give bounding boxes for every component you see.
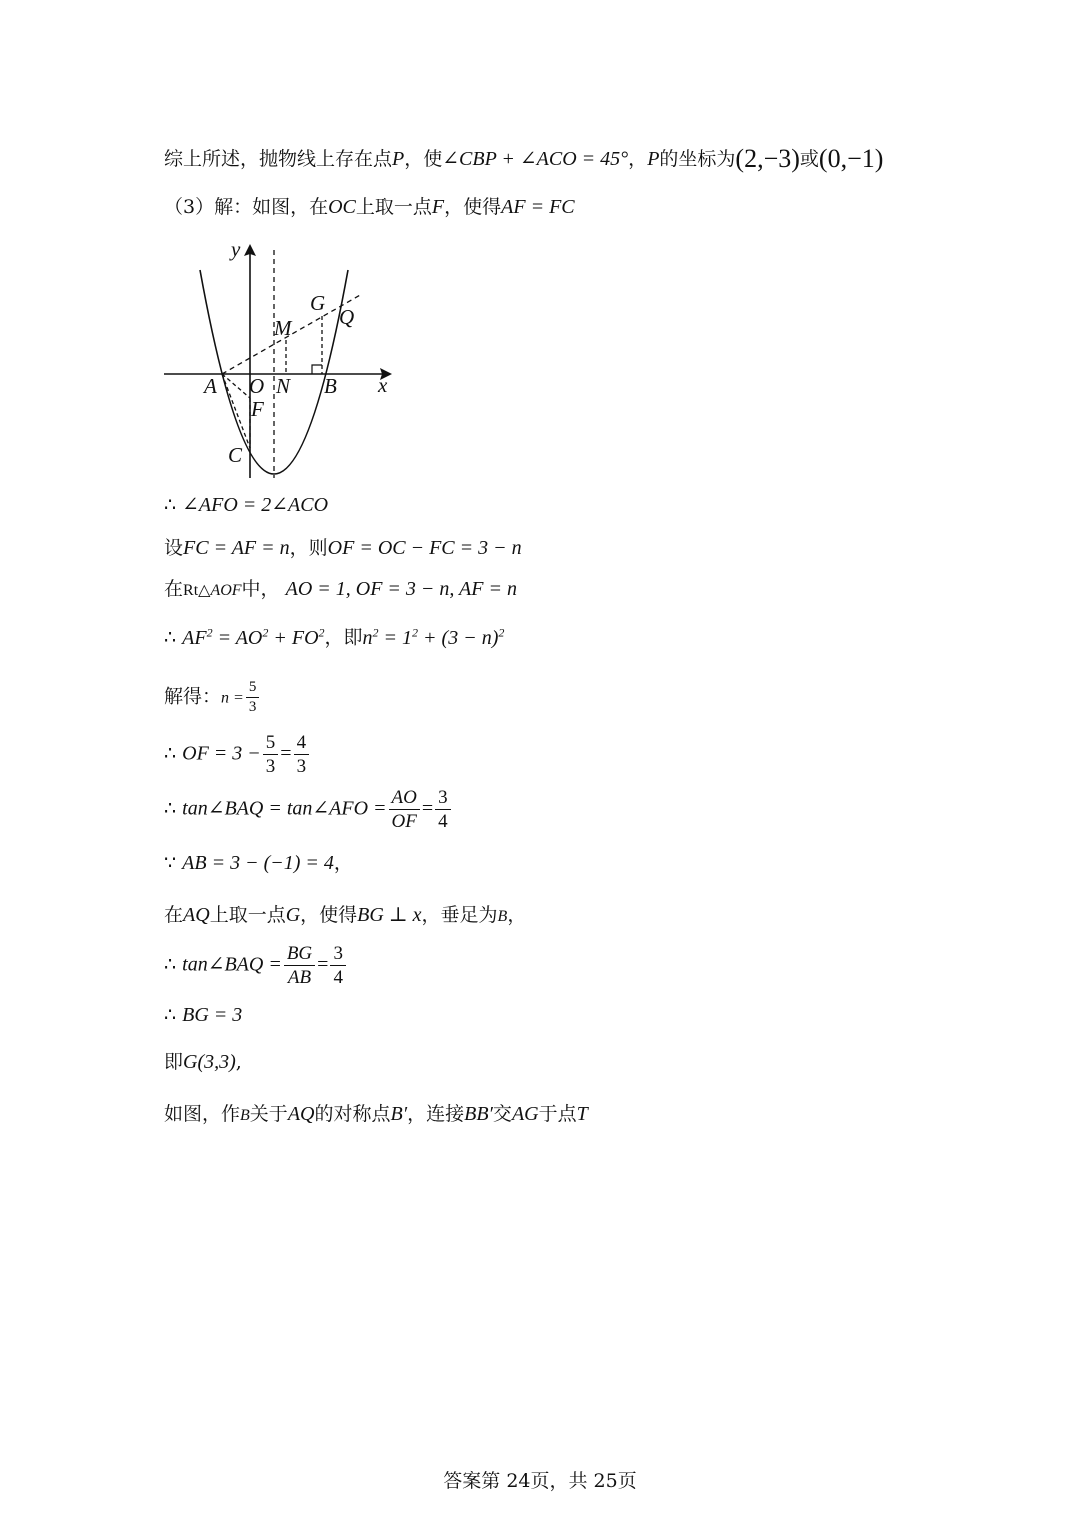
text-line-6	[164, 626, 504, 648]
text-segment: ,	[235, 1051, 242, 1073]
math-segment: G	[285, 904, 301, 926]
text-segment: ，使	[404, 148, 443, 170]
page-footer: 答案第 24页，共 25页	[443, 1470, 637, 1492]
math-segment: n =	[221, 689, 244, 707]
math-segment: =	[280, 742, 292, 765]
math-segment: AQ	[287, 1103, 315, 1125]
text-line-4	[164, 538, 522, 558]
text-line-14	[164, 1052, 242, 1072]
math-segment: B′	[390, 1103, 408, 1125]
label-m: M	[274, 316, 292, 340]
math-segment: BG = 3	[182, 1004, 243, 1026]
therefore-symbol: ∴	[164, 626, 177, 649]
math-segment: T	[576, 1103, 588, 1125]
text-segment: 如图，作	[164, 1103, 241, 1125]
text-segment: ，即	[324, 626, 363, 649]
label-n: N	[276, 374, 291, 398]
text-segment: 解得：	[164, 685, 222, 708]
text-segment: ，	[507, 904, 527, 926]
math-segment: ∠AFO = 2∠ACO	[182, 494, 329, 516]
text-line-9	[164, 788, 453, 831]
text-segment: 上取一点	[209, 904, 286, 926]
text-segment: 在	[164, 904, 184, 926]
text-segment: 上取一点	[355, 196, 432, 218]
text-segment: 的坐标为	[659, 148, 736, 170]
text-line-11	[164, 905, 526, 925]
fraction: $\frac{4}{3}$	[294, 733, 310, 776]
text-line-7	[164, 680, 261, 715]
text-line-10	[164, 853, 353, 873]
segment-ac	[222, 374, 250, 448]
therefore-symbol: ∴	[164, 1004, 177, 1026]
fraction: $\frac{5}{3}$	[246, 680, 260, 715]
text-segment: （3）解：如图，在	[164, 196, 329, 218]
math-segment: Rt	[183, 582, 199, 599]
text-segment: 的对称点	[314, 1103, 391, 1125]
math-segment: OF = 3 −	[182, 742, 261, 765]
math-segment: OC	[328, 196, 356, 218]
text-segment: 或	[799, 148, 819, 170]
text-segment: 中，	[241, 578, 280, 600]
math-segment: BG ⊥ x	[357, 904, 422, 926]
text-line-5	[164, 579, 517, 599]
therefore-symbol: ∴	[164, 797, 177, 820]
math-segment: $n^2 = 1^2 + (3 - n)^2$	[362, 625, 505, 649]
math-segment: =	[421, 797, 434, 820]
label-a: A	[204, 374, 217, 398]
math-segment: B	[240, 1107, 250, 1124]
therefore-symbol: ∴	[164, 742, 177, 765]
math-segment: tan∠BAQ = tan∠AFO =	[182, 797, 387, 820]
text-segment: ，	[333, 852, 353, 874]
label-y: y	[231, 238, 241, 261]
text-line-1	[164, 146, 883, 172]
text-segment: 在	[164, 578, 184, 600]
text-segment: 即	[164, 1051, 184, 1073]
math-segment: P	[647, 148, 660, 170]
label-q: Q	[339, 305, 355, 329]
math-segment: $AF^2 = AO^2 + FO^2$	[182, 625, 325, 649]
text-segment: ，则	[289, 537, 328, 559]
text-line-2	[164, 197, 575, 217]
text-segment: ，垂足为	[421, 904, 498, 926]
text-line-15	[164, 1104, 588, 1124]
math-segment: G(3,3)	[183, 1051, 236, 1073]
math-segment: F	[431, 196, 445, 218]
label-f: F	[251, 397, 264, 421]
therefore-symbol: ∴	[164, 953, 177, 976]
text-line-8	[164, 733, 311, 776]
math-segment: AB = 3 − (−1) = 4	[182, 852, 334, 874]
math-segment: OF = OC − FC = 3 − n	[327, 537, 522, 559]
fraction: $\frac{BG}{AB}$	[284, 944, 315, 987]
text-segment: 于点	[538, 1103, 577, 1125]
label-g: G	[310, 291, 326, 315]
text-segment: ，使得	[444, 196, 502, 218]
label-x: x	[378, 373, 388, 397]
math-segment: ∠CBP + ∠ACO = 45°	[442, 148, 629, 170]
math-segment: AO = 1, OF = 3 − n, AF = n	[285, 578, 517, 600]
math-segment: =	[317, 953, 329, 976]
text-line-13	[164, 1005, 242, 1025]
label-b: B	[324, 374, 337, 398]
text-segment: ，使得	[300, 904, 358, 926]
text-segment: 设	[164, 537, 184, 559]
text-segment: 综上所述，抛物线上存在点	[164, 148, 393, 170]
math-segment: FC = AF = n	[183, 537, 290, 559]
segment-af	[222, 374, 250, 398]
text-segment: ，	[628, 148, 648, 170]
fraction: $\frac{AO}{OF}$	[389, 788, 420, 831]
math-segment: AF = FC	[501, 196, 575, 218]
right-angle-marker	[312, 365, 322, 374]
therefore-symbol: ∴	[164, 494, 177, 516]
fraction: $\frac{3}{4}$	[330, 944, 346, 987]
math-segment: AG	[511, 1103, 539, 1125]
text-segment: 交	[492, 1103, 512, 1125]
fraction: $\frac{5}{3}$	[263, 733, 279, 776]
math-segment: B	[497, 908, 508, 925]
math-segment: BB′	[464, 1103, 493, 1125]
math-segment: tan∠BAQ =	[182, 953, 282, 976]
label-o: O	[249, 374, 265, 398]
text-line-12	[164, 944, 348, 987]
math-segment: P	[392, 148, 405, 170]
text-segment: ，连接	[407, 1103, 465, 1125]
parabola-figure	[160, 238, 400, 483]
label-c: C	[228, 443, 243, 467]
math-segment: (0,−1)	[818, 144, 884, 173]
because-symbol: ∵	[164, 852, 177, 874]
text-segment: 关于	[249, 1103, 288, 1125]
math-segment: △AOF	[198, 582, 242, 599]
math-segment: AQ	[183, 904, 210, 926]
math-segment: (2,−3)	[735, 144, 800, 173]
text-line-3	[164, 495, 328, 515]
fraction: $\frac{3}{4}$	[435, 788, 451, 831]
